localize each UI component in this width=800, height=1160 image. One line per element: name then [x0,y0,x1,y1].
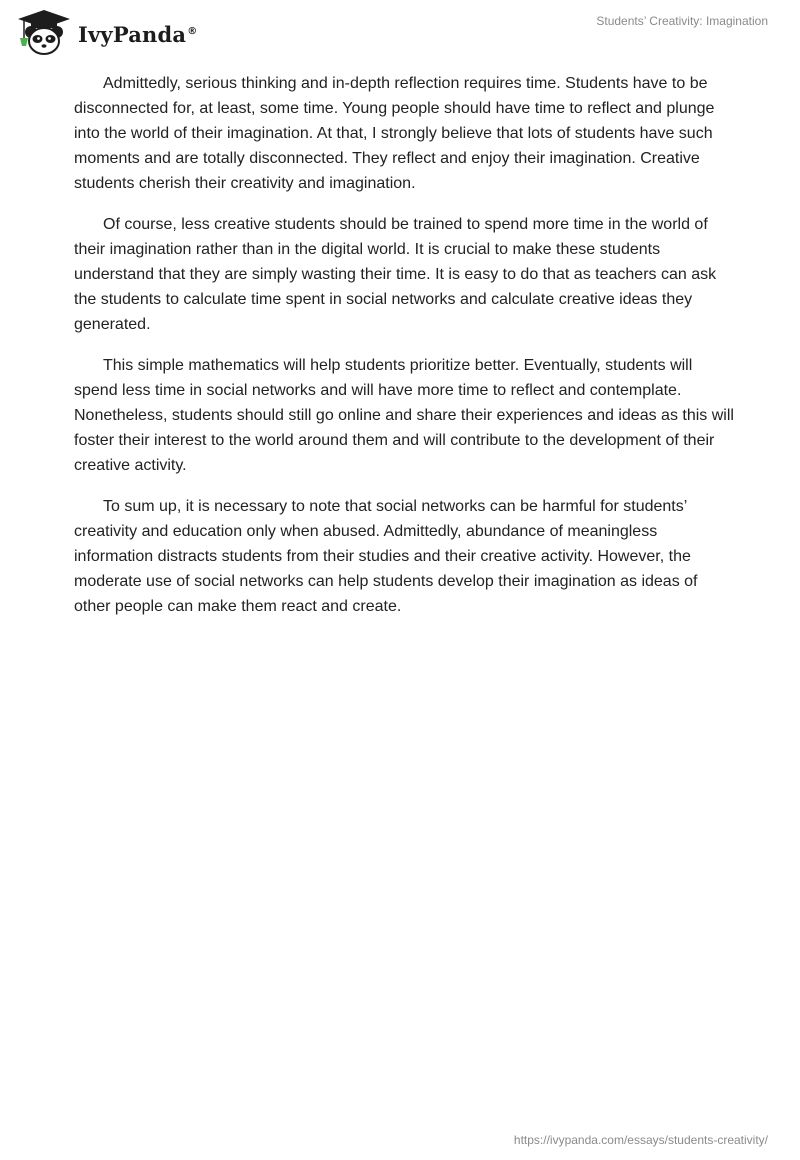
page-header [0,0,800,70]
paragraph-3: This simple mathematics will help students prioritize better. Eventually, students will spend less time in social networks and will have more time to reflect and contemplate. Nonetheless, students should still go online and share their experiences and ideas as this will foster their interest to the world around them and will contribute to the development of their creative activity. [74,357,734,474]
ivypanda-logo[interactable] [14,8,197,56]
essay-body [74,71,734,635]
paragraph-4: To sum up, it is necessary to note that social networks can be harmful for students’ creativity and education only when abused. Admittedly, abundance of meaningless information distracts students from their studies and their creative activity. However, the moderate use of social networks can help students develop their imagination as ideas of other people can make them react and create. [74,498,698,615]
source-url[interactable]: https://ivypanda.com/essays/students-creativity/ [513,1133,768,1147]
registered-mark: ® [187,25,198,37]
running-title: Students’ Creativity: Imagination [596,14,768,28]
paragraph-2: Of course, less creative students should be trained to spend more time in the world of their imagination rather than in the digital world. It is crucial to make these students understand that they are simply wasting their time. It is easy to do that as teachers can ask the students to calculate time spent in social networks and calculate creative ideas they generated. [74,216,717,333]
paragraph-1: Admittedly, serious thinking and in-depth reflection requires time. Students have to be disconnected for, at least, some time. Young people should have time to reflect and plunge into the world of their imagination. At that, I strongly believe that lots of students have such moments and are totally disconnected. They reflect and enjoy their imagination. Creative students cherish their creativity and imagination. [74,75,715,192]
brand-name: IvyPanda® [78,21,198,47]
panda-graduate-icon [14,8,74,56]
